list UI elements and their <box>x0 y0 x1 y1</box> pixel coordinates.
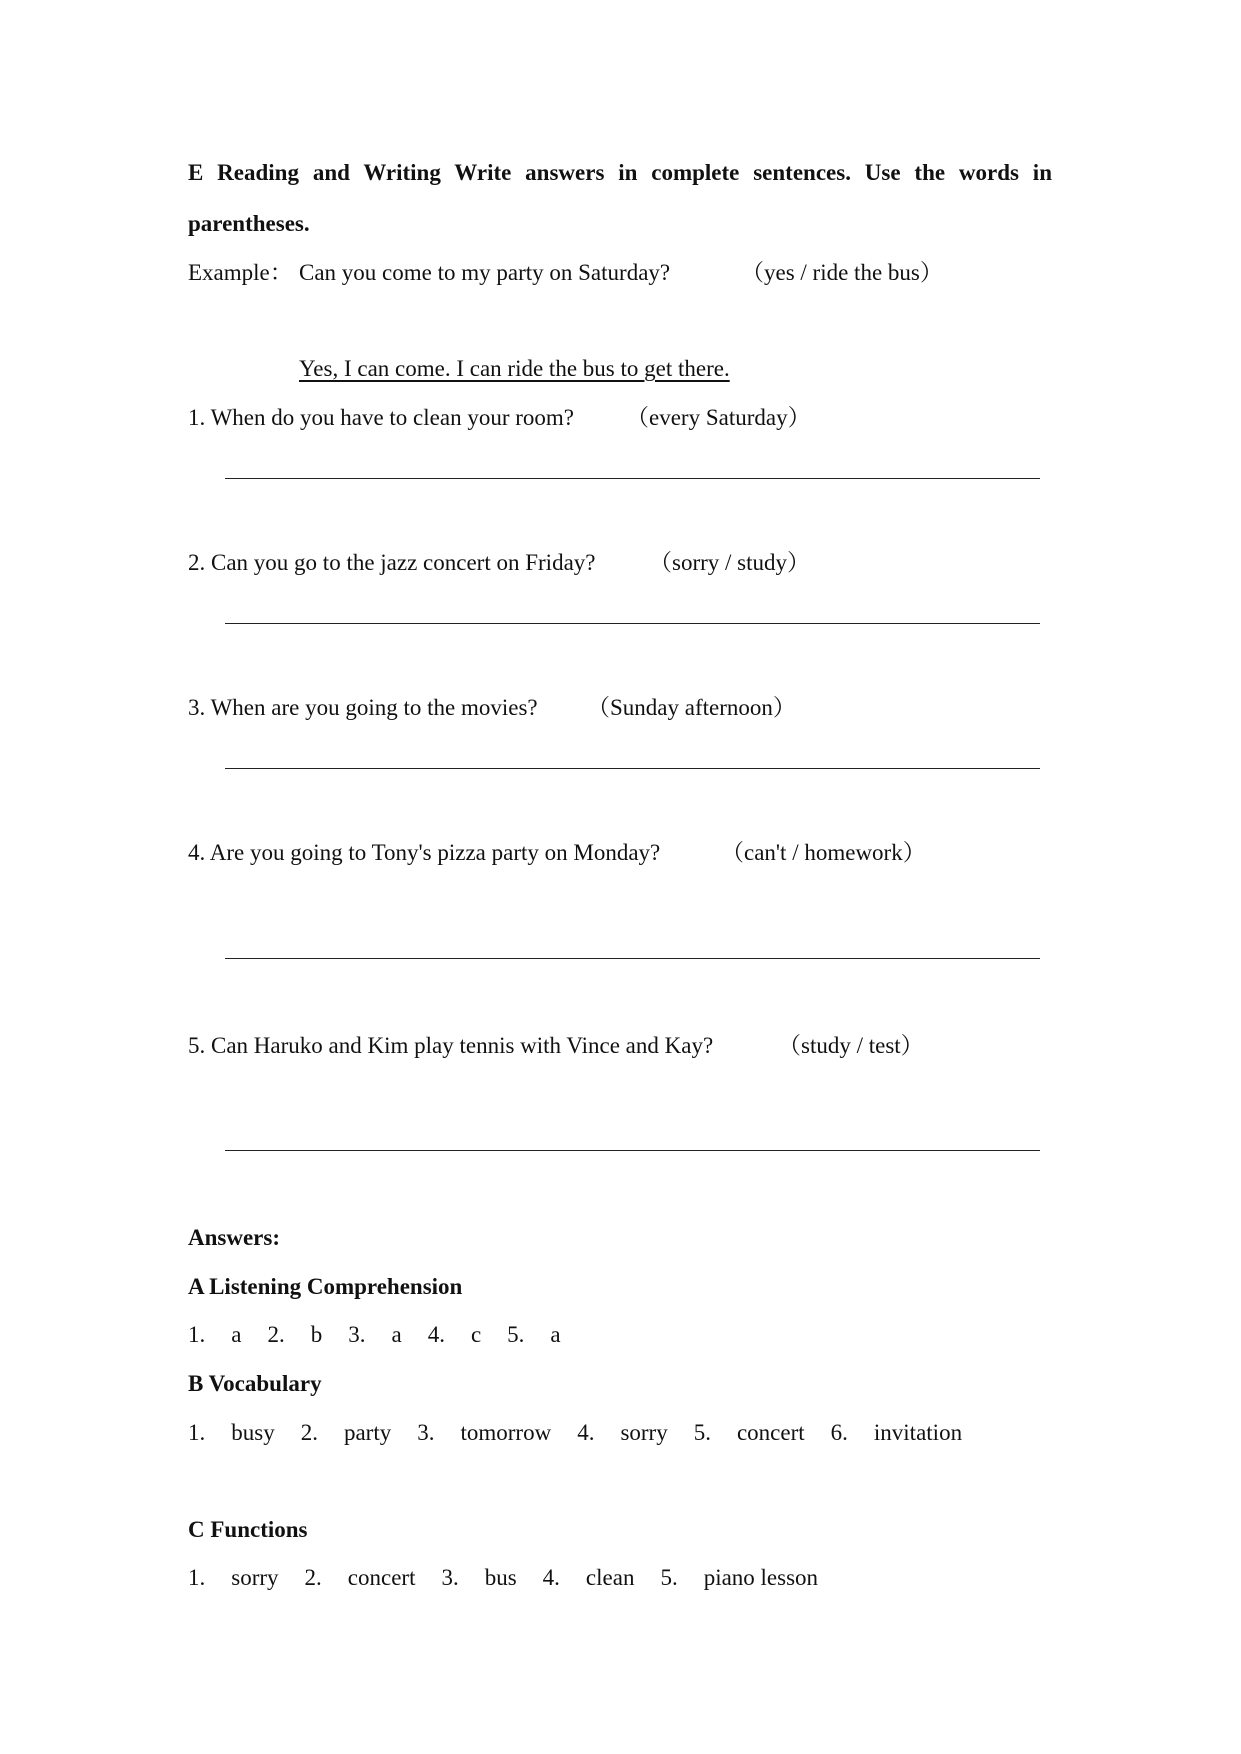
answer-item: 4. <box>427 1322 445 1347</box>
example-question: Can you come to my party on Saturday? <box>299 260 671 285</box>
answer-line-5[interactable] <box>225 1150 1040 1151</box>
question-4: 4. Are you going to Tony's pizza party on Monday? <box>188 840 661 865</box>
example-hint: （yes / ride the bus） <box>741 260 943 285</box>
answer-item: 5. <box>507 1322 525 1347</box>
answer-item: 2. <box>300 1420 318 1445</box>
question-5: 5. Can Haruko and Kim play tennis with Vince and Kay? <box>188 1033 714 1058</box>
answer-item: 2. <box>304 1565 322 1590</box>
section-a-heading: A Listening Comprehension <box>188 1274 463 1299</box>
answer-item: 1. <box>188 1420 206 1445</box>
answer-item: sorry <box>231 1565 279 1590</box>
section-e-title-continued: parentheses. <box>188 211 310 236</box>
section-c-heading: C Functions <box>188 1517 308 1542</box>
question-1: 1. When do you have to clean your room? <box>188 405 574 430</box>
answer-item: a <box>391 1322 402 1347</box>
answer-item: tomorrow <box>460 1420 552 1445</box>
answer-item: 5. <box>660 1565 678 1590</box>
answers-heading: Answers: <box>188 1225 280 1250</box>
answer-line-3[interactable] <box>225 768 1040 769</box>
answer-item: c <box>470 1322 482 1347</box>
answer-item: piano lesson <box>703 1565 819 1590</box>
answer-item: 3. <box>417 1420 435 1445</box>
section-b-answers <box>188 1418 988 1448</box>
answer-item: 4. <box>542 1565 560 1590</box>
answer-item: party <box>343 1420 392 1445</box>
answer-item: 4. <box>577 1420 595 1445</box>
answer-item: concert <box>736 1420 805 1445</box>
question-3-hint: （Sunday afternoon） <box>587 695 796 720</box>
example-label: Example： <box>188 260 293 285</box>
question-3: 3. When are you going to the movies? <box>188 695 538 720</box>
answer-item: b <box>310 1322 323 1347</box>
answer-item: 3. <box>348 1322 366 1347</box>
answer-item: 5. <box>693 1420 711 1445</box>
answer-item: 6. <box>830 1420 848 1445</box>
answer-item: busy <box>231 1420 275 1445</box>
question-5-hint: （study / test） <box>778 1033 924 1058</box>
answer-item: 1. <box>188 1322 206 1347</box>
answer-item: 3. <box>441 1565 459 1590</box>
question-2: 2. Can you go to the jazz concert on Friday? <box>188 550 596 575</box>
answer-line-2[interactable] <box>225 623 1040 624</box>
answer-item: 1. <box>188 1565 206 1590</box>
example-answer: Yes, I can come. I can ride the bus to get there. <box>299 356 730 381</box>
section-e-title: E Reading and Writing Write answers in complete sentences. Use the words in <box>188 160 1052 185</box>
answer-item: concert <box>347 1565 416 1590</box>
answer-item: a <box>550 1322 561 1347</box>
answer-item: bus <box>484 1565 517 1590</box>
question-2-hint: （sorry / study） <box>649 550 810 575</box>
question-4-hint: （can't / homework） <box>721 840 926 865</box>
answer-item: a <box>231 1322 242 1347</box>
section-a-answers <box>188 1320 587 1350</box>
answer-item: invitation <box>873 1420 963 1445</box>
answer-line-1[interactable] <box>225 478 1040 479</box>
section-c-answers <box>188 1563 844 1593</box>
answer-line-4[interactable] <box>225 958 1040 959</box>
answer-item: clean <box>585 1565 635 1590</box>
answer-item: 2. <box>267 1322 285 1347</box>
section-b-heading: B Vocabulary <box>188 1371 322 1396</box>
question-1-hint: （every Saturday） <box>626 405 811 430</box>
answer-item: sorry <box>620 1420 668 1445</box>
